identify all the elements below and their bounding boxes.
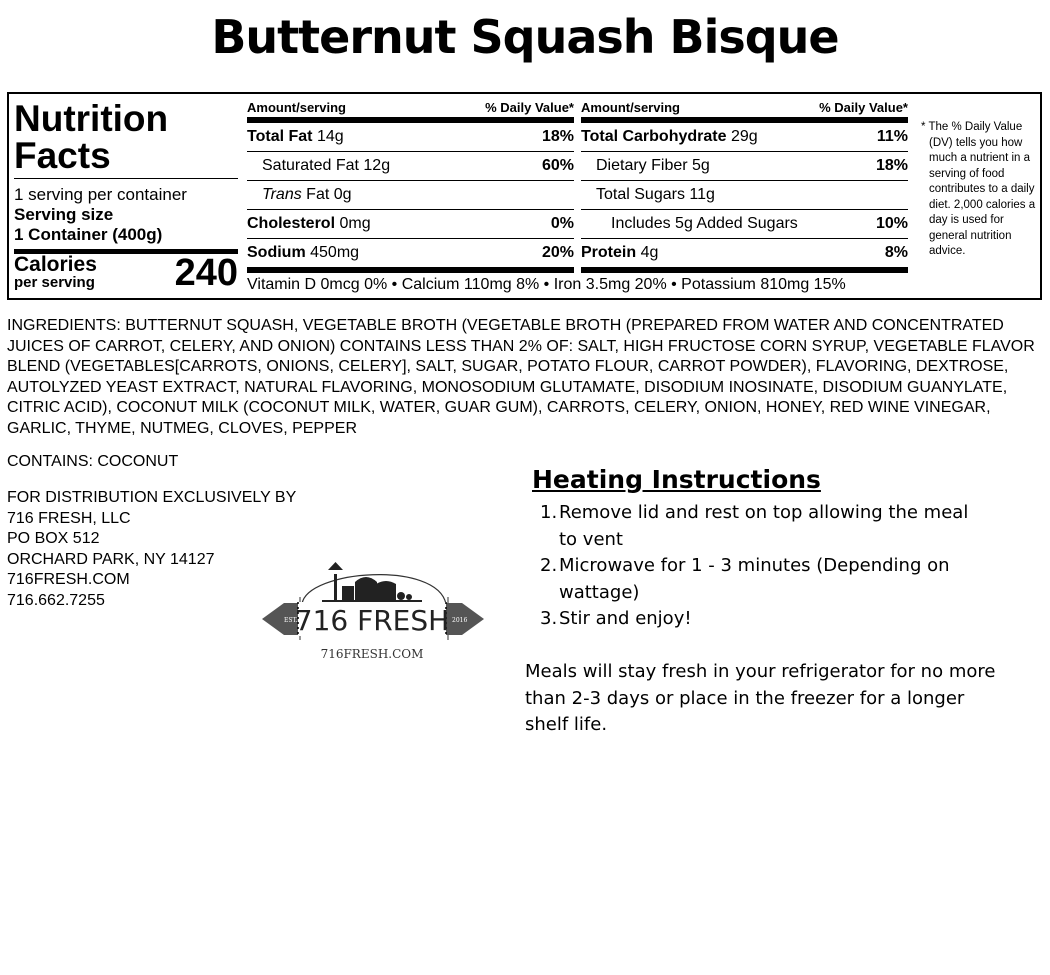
- logo-url: 716FRESH.COM: [320, 647, 424, 661]
- serving-size-label: Serving size: [14, 205, 114, 224]
- servings-per-container: 1 serving per container: [14, 185, 187, 204]
- nutrient-row: Cholesterol 0mg 0%: [247, 210, 574, 239]
- heating-title: Heating Instructions: [532, 465, 821, 494]
- dv-header: % Daily Value*: [819, 100, 908, 115]
- page-title: Butternut Squash Bisque: [211, 10, 839, 64]
- distribution-info: [7, 488, 296, 611]
- ingredients-text: INGREDIENTS: BUTTERNUT SQUASH, VEGETABLE BROTH (VEGETABLE BROTH (PREPARED FROM WATER AND CONCENTRATED JUICES OF CARROT, CELERY, AND ONION) CONTAINS LESS THAN 2% OF: SALT, HIGH FRUCTOSE CORN SYRUP, VEGETABLE FLAVOR BLEND (VEGETABLES[CARROTS, ONIONS, CELERY], SALT, SUGAR, POTATO FLOUR, CARROT POWDER), FLAVORING, DEXTROSE, AUTOLYZED YEAST EXTRACT, NATURAL FLAVORING, MONOSODIUM GLUTAMATE, DISODIUM INOSINATE, DISODIUM GUANYLATE, CITRIC ACID), COCONUT MILK (COCONUT MILK, WATER, GUAR GUM), CARROTS, CELERY, ONION, HONEY, RED WINE VINEGAR, GARLIC, THYME, NUTMEG, CLOVES, PEPPER: [7, 317, 1035, 437]
- nutrient-column-left: [247, 94, 574, 273]
- calories-sub: per serving: [14, 274, 95, 291]
- heating-steps: [532, 500, 982, 633]
- logo-name: 716 FRESH: [294, 604, 450, 637]
- list-item: 1. Remove lid and rest on top allowing the meal to vent: [540, 502, 969, 550]
- nutrition-heading: Nutrition Facts: [14, 98, 169, 176]
- nutrient-row: Dietary Fiber 5g 18%: [581, 152, 908, 181]
- nutrient-row: Trans Fat 0g: [247, 181, 574, 210]
- dv-header: % Daily Value*: [485, 100, 574, 115]
- nutrient-row: Total Sugars 11g: [581, 181, 908, 210]
- nutrition-summary: [14, 94, 238, 294]
- dv-footnote: * The % Daily Value (DV) tells you how much a nutrient in a serving of food contributes to a daily diet. 2,000 calories a day is used for general nutrition advice.: [921, 121, 1036, 257]
- distribution-line: 716 FRESH, LLC: [7, 509, 131, 527]
- storage-note: Meals will stay fresh in your refrigerator for no more than 2-3 days or place in the freezer for a longer shelf life.: [525, 661, 996, 735]
- calories-block: [14, 254, 238, 294]
- list-item: 3. Stir and enjoy!: [540, 608, 692, 629]
- list-item: 2. Microwave for 1 - 3 minutes (Depending on wattage): [540, 555, 950, 603]
- amount-header: Amount/serving: [581, 100, 680, 115]
- nutrient-row: Protein 4g 8%: [581, 239, 908, 273]
- brand-logo: [262, 552, 484, 664]
- amount-header: Amount/serving: [247, 100, 346, 115]
- nutrient-row: Total Fat 14g 18%: [247, 123, 574, 152]
- allergen-contains: CONTAINS: COCONUT: [7, 453, 179, 470]
- distribution-line: 716.662.7255: [7, 591, 105, 609]
- nutrient-row: Sodium 450mg 20%: [247, 239, 574, 273]
- farm-silhouette-icon: [322, 562, 422, 603]
- calories-value: 240: [174, 252, 238, 294]
- distribution-line: PO BOX 512: [7, 530, 100, 547]
- nutrient-row: Includes 5g Added Sugars 10%: [581, 210, 908, 239]
- distribution-line: FOR DISTRIBUTION EXCLUSIVELY BY: [7, 489, 297, 506]
- logo-est: EST.: [284, 617, 298, 624]
- distribution-line: 716FRESH.COM: [7, 571, 130, 588]
- nutrient-column-right: [581, 94, 908, 273]
- serving-size-value: 1 Container (400g): [14, 225, 163, 244]
- nutrient-row: Total Carbohydrate 29g 11%: [581, 123, 908, 152]
- vitamins-line: Vitamin D 0mcg 0% • Calcium 110mg 8% • Iron 3.5mg 20% • Potassium 810mg 15%: [247, 276, 846, 293]
- calories-label: Calories: [14, 253, 97, 276]
- logo-year: 2016: [452, 617, 468, 624]
- nutrition-facts-panel: [7, 92, 1042, 300]
- nutrient-row: Saturated Fat 12g 60%: [247, 152, 574, 181]
- distribution-line: ORCHARD PARK, NY 14127: [7, 550, 215, 568]
